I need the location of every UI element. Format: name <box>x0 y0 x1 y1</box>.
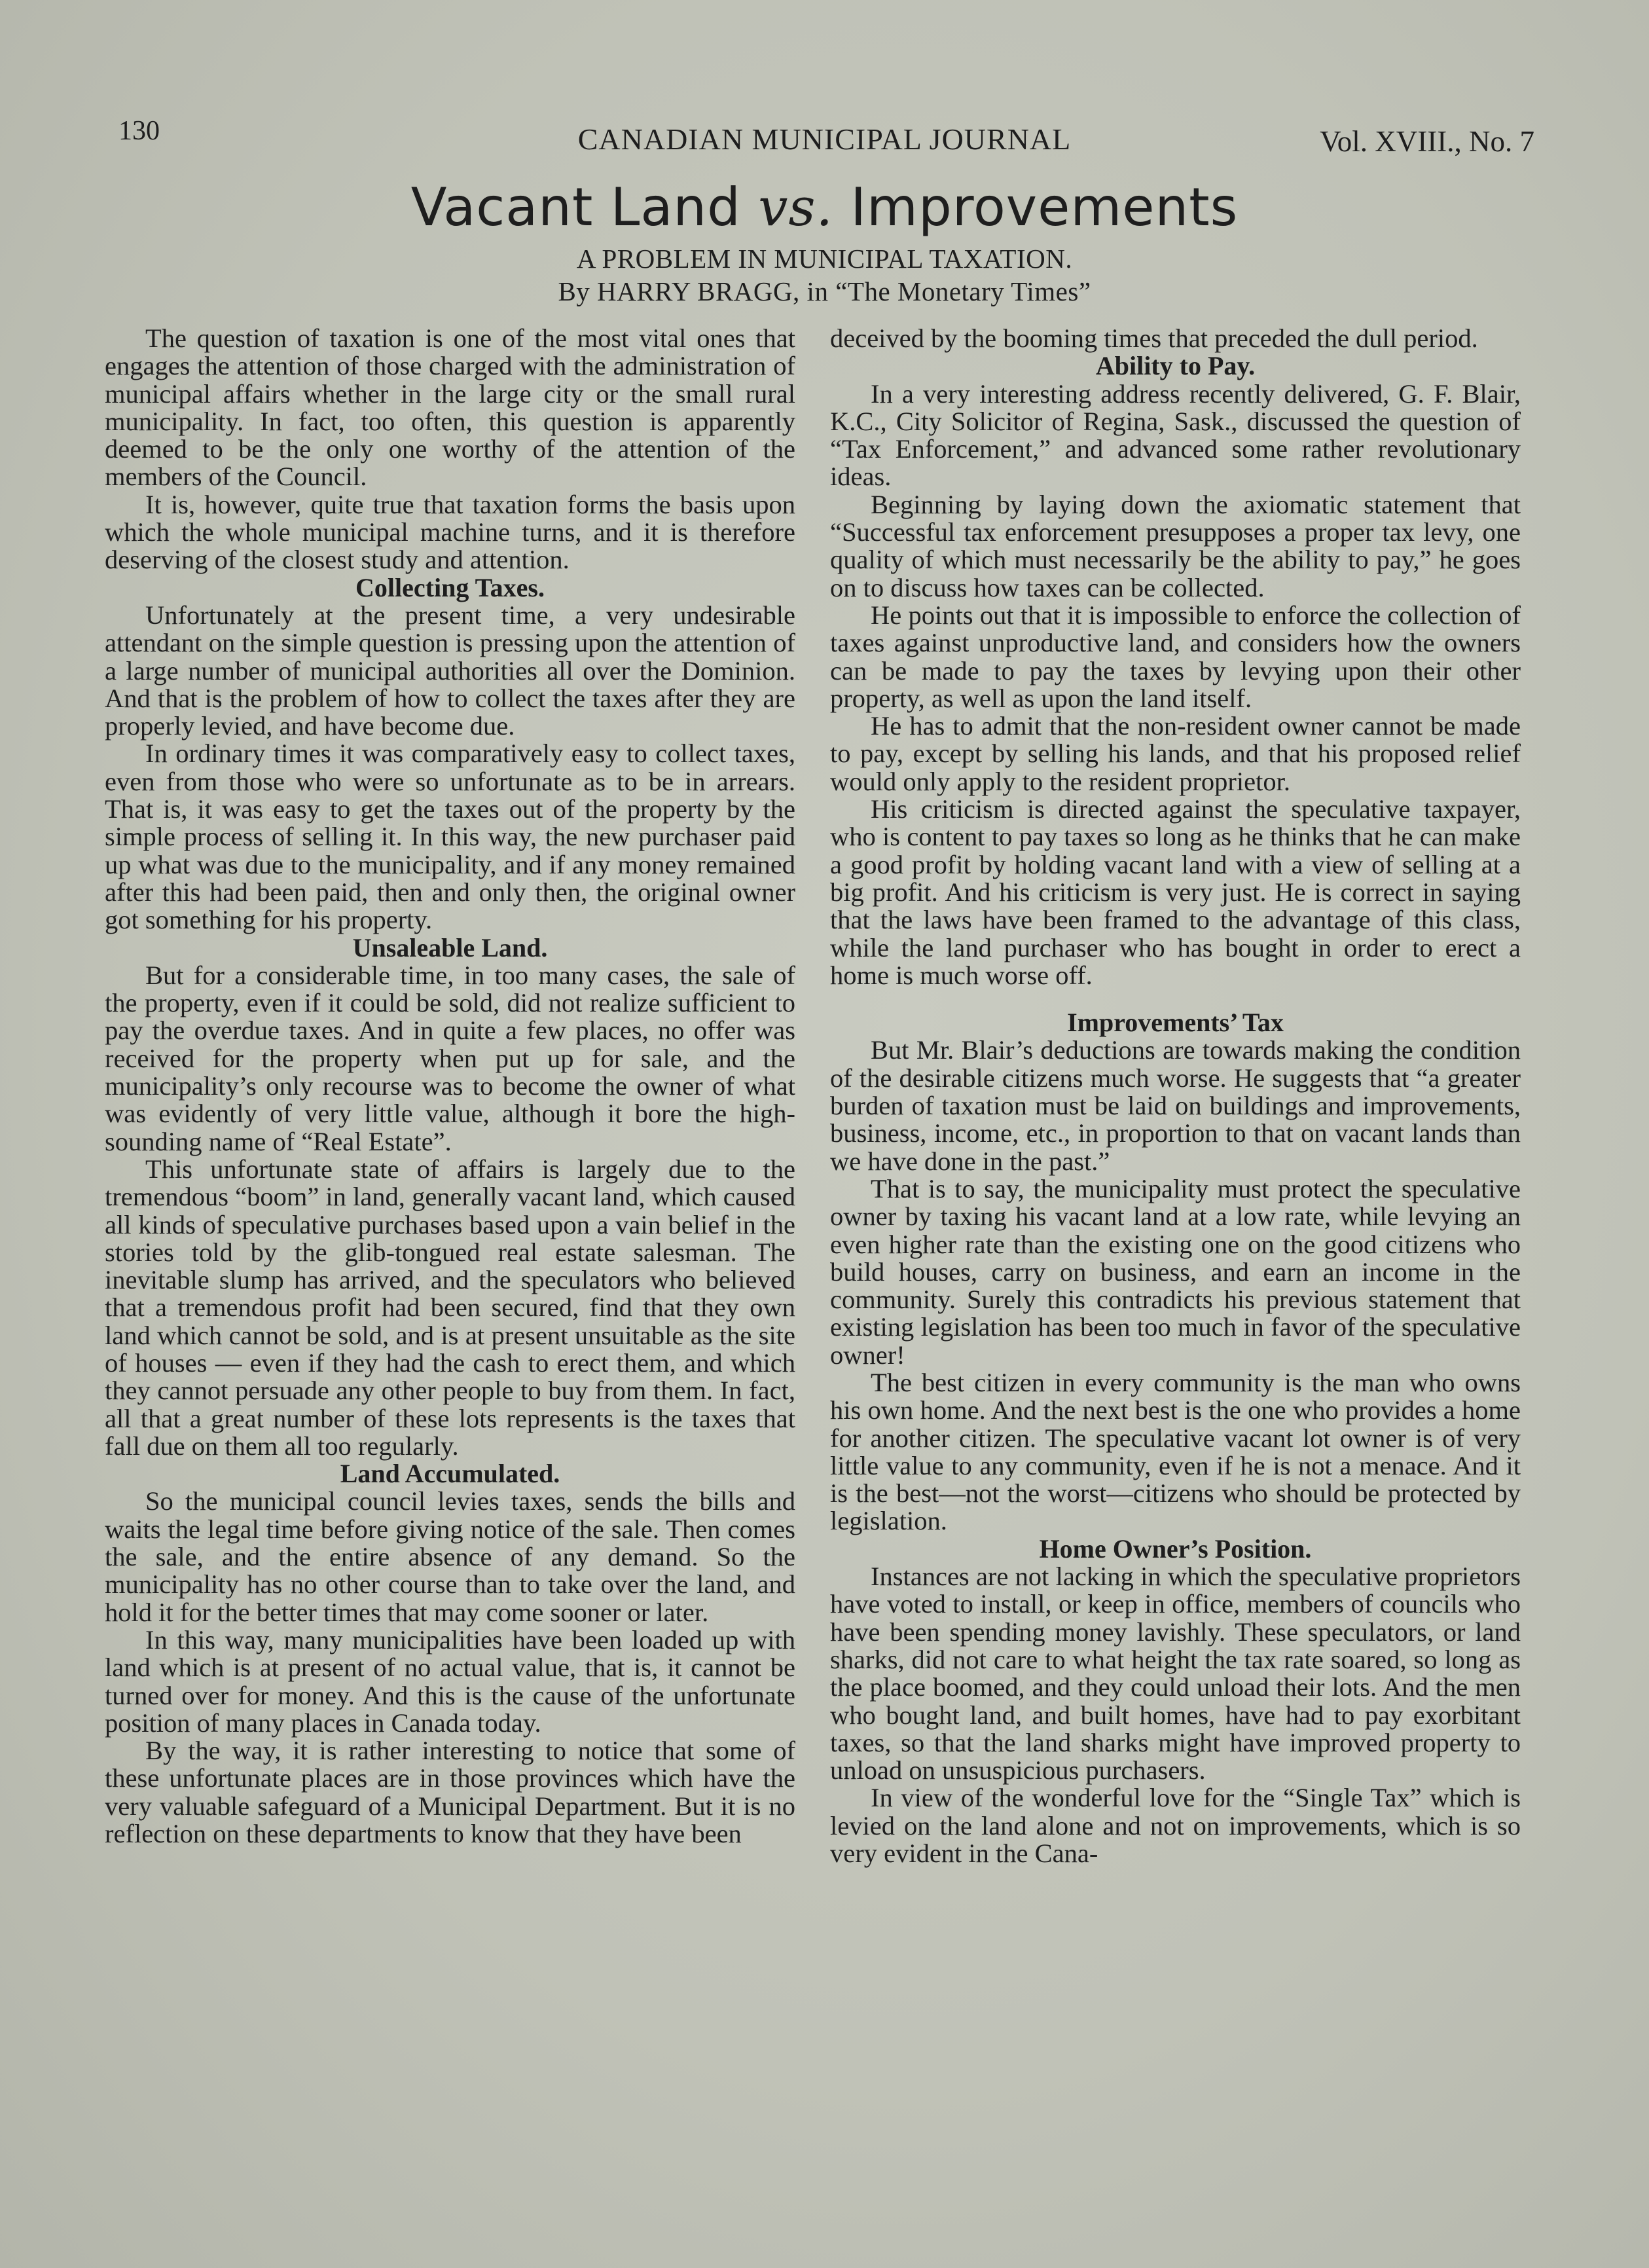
section-heading: Improvements’ Tax <box>1067 1008 1284 1038</box>
right-column <box>830 325 1521 1867</box>
paragraph: By the way, it is rather interesting to notice that some of these unfortunate places are in those provinces which have the very valuable safeguard of a Municipal Department. But it is no reflection on these departments to know that they have been <box>105 1736 795 1849</box>
continued-paragraph: deceived by the booming times that preceded the dull period. <box>830 323 1478 353</box>
paragraph: The question of taxation is one of the most vital ones that engages the attention of those charged with the administration of municipal affairs whether in the large city or the small rural municipality. In fact, too often, this question is apparently deemed to be the only one worthy of the attention of the members of the Council. <box>105 323 795 492</box>
column-spacer <box>830 989 1521 1009</box>
issue-label: Vol. XVIII., No. 7 <box>1320 125 1534 158</box>
paragraph: But for a considerable time, in too many cases, the sale of the property, even if it could be sold, did not realize sufficient to pay the overdue taxes. And in quite a few places, no offer was received for the property when put up for sale, and the municipality’s only recourse was to become the owner of what was evidently of very little value, although it bore the high-sounding name of “Real Estate”. <box>105 960 795 1156</box>
section-heading: Land Accumulated. <box>340 1459 560 1489</box>
running-header <box>115 110 1534 156</box>
article-byline: By HARRY BRAGG, in “The Monetary Times” <box>558 276 1091 306</box>
paragraph: In view of the wonderful love for the “Single Tax” which is levied on the land alone and not on improvements, which is so very evident in the Cana- <box>830 1783 1521 1869</box>
paragraph: He points out that it is impossible to enforce the collection of taxes against unproductive land, and considers how the owners can be made to pay the taxes by levying upon their other property, as well as upon the land itself. <box>830 600 1521 713</box>
paragraph: He has to admit that the non-resident owner cannot be made to pay, except by selling his lands, and that his proposed relief would only apply to the resident proprietor. <box>830 711 1521 796</box>
paragraph: Beginning by laying down the axiomatic statement that “Successful tax enforcement presupposes a proper tax levy, one quality of which must necessarily be the ability to pay,” he goes on to discuss how taxes can be collected. <box>830 489 1521 602</box>
paragraph: This unfortunate state of affairs is largely due to the tremendous “boom” in land, generally vacant land, which caused all kinds of speculative purchases based upon a vain belief in the stories told by the glib-tongued real estate salesman. The inevitable slump has arrived, and the speculators who believed that a tremendous profit had been secured, find that they own land which cannot be sold, and is at present unsuitable as the site of houses — even if they had the cash to erect them, and which they cannot persuade any other people to buy from them. In fact, all that a great number of these lots represents is the taxes that fall due on them all too regularly. <box>105 1154 795 1461</box>
paragraph: Instances are not lacking in which the speculative proprietors have voted to install, or keep in office, members of councils who have been spending money lavishly. These speculators, or land sharks, did not care to what height the tax rate soared, so long as the place boomed, and they could unload their lots. And the men who bought land, and built homes, have had to pay exorbitant taxes, so that the land sharks might have improved property to unload on unsuspicious purchasers. <box>830 1562 1521 1785</box>
paragraph: In ordinary times it was comparatively easy to collect taxes, even from those who were so unfortunate as to be in arrears. That is, it was easy to get the taxes out of the property by the simple process of selling it. In this way, the new purchaser paid up what was due to the municipality, and if any money remained after this had been paid, then and only then, the original owner got something for his property. <box>105 739 795 935</box>
section-heading: Home Owner’s Position. <box>1039 1533 1312 1564</box>
article-title: Vacant Land vs. Improvements <box>410 177 1239 238</box>
journal-title: CANADIAN MUNICIPAL JOURNAL <box>577 122 1072 156</box>
article-subtitle: A PROBLEM IN MUNICIPAL TAXATION. <box>576 244 1073 274</box>
paragraph: That is to say, the municipality must protect the speculative owner by taxing his vacant land at a low rate, while levying an even higher rate than the existing one on the good citizens who build houses, carry on business, and earn an income in the community. Surely this contradicts his previous statement that existing legislation has been too much in favor of the speculative owner! <box>830 1173 1521 1370</box>
left-column <box>105 325 795 1848</box>
paragraph: His criticism is directed against the speculative taxpayer, who is content to pay taxes so long as he thinks that he can make a good profit by holding vacant land with a view of selling at a big profit. And his criticism is very just. He is correct in saying that the laws have been framed to the advantage of this class, while the land purchaser who has bought in order to erect a home is much worse off. <box>830 794 1521 990</box>
section-heading: Unsaleable Land. <box>352 932 548 962</box>
paragraph: So the municipal council levies taxes, sends the bills and waits the legal time before giving notice of the sale. Then comes the sale, and the entire absence of any demand. So the municipality has no other course than to take over the land, and hold it for the better times that may come sooner or later. <box>105 1486 795 1627</box>
paragraph: Unfortunately at the present time, a very undesirable attendant on the simple question is pressing upon the attention of a large number of municipal authorities all over the Dominion. And that is the problem of how to collect the taxes after they are properly levied, and have become due. <box>105 600 795 741</box>
paragraph: In a very interesting address recently delivered, G. F. Blair, K.C., City Solicitor of Regina, Sask., discussed the question of “Tax Enforcement,” and advanced some rather revolutionary ideas. <box>830 378 1521 492</box>
page-number: 130 <box>118 116 160 146</box>
section-heading: Collecting Taxes. <box>355 572 545 602</box>
paragraph: The best citizen in every community is the man who owns his own home. And the next best is the one who provides a home for another citizen. The speculative vacant lot owner is of very little value to any community, even if he is not a menace. And it is the best—not the worst—citizens who should be protected by legislation. <box>830 1367 1521 1536</box>
article-title-block <box>115 177 1534 307</box>
paragraph: In this way, many municipalities have been loaded up with land which is at present of no actual value, that is, it cannot be turned over for money. And this is the cause of the unfortunate position of many places in Canada today. <box>105 1624 795 1738</box>
paragraph: But Mr. Blair’s deductions are towards making the condition of the desirable citizens much worse. He suggests that “a greater burden of taxation must be laid on buildings and improvements, business, income, etc., in proportion to that on vacant lands than we have done in the past.” <box>830 1035 1521 1176</box>
paragraph: It is, however, quite true that taxation forms the basis upon which the whole municipal machine turns, and it is therefore deserving of the closest study and attention. <box>105 489 795 575</box>
section-heading: Ability to Pay. <box>1095 351 1256 381</box>
